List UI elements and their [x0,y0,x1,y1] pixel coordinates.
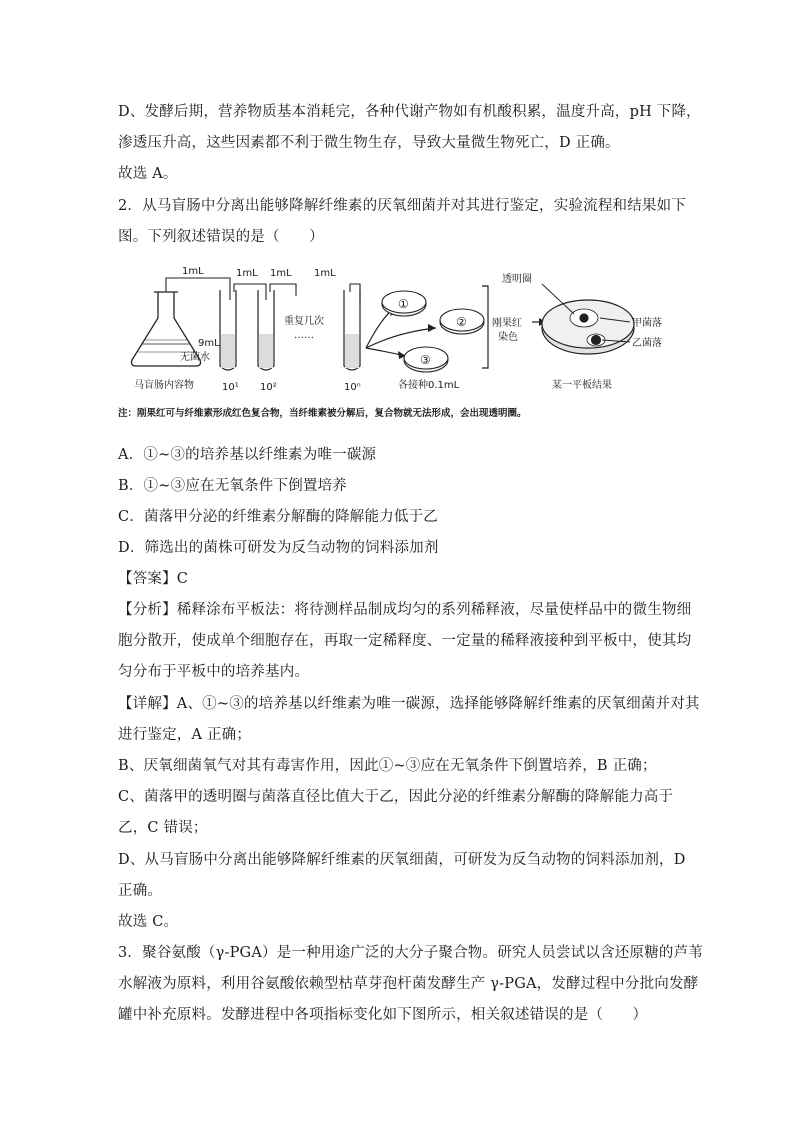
detail-line-2: 进行鉴定，A 正确； [118,727,252,743]
colony-a-label: 甲菌落 [632,318,662,329]
flask-label: 马盲肠内容物 [134,380,194,391]
dish-label-1: ① [398,297,409,311]
q3-stem-line-2: 水解液为原料，利用谷氨酸依赖型枯草芽孢杆菌发酵生产 γ-PGA，发酵过程中分批向发酵 [118,976,699,992]
dish-label-3: ③ [420,353,431,367]
water-label: 无菌水 [180,352,210,363]
tube-label-1: 10¹ [222,382,239,393]
test-tube-n [344,290,360,370]
experiment-figure [118,256,684,426]
test-tube-1 [220,290,236,370]
prev-answer-line-1: D、发酵后期，营养物质基本消耗完，各种代谢产物如有机酸积累，温度升高，pH 下降， [118,104,701,120]
detail-line-3: B、厌氧细菌氧气对其有毒害作用，因此①~③应在无氧条件下倒置培养，B 正确； [118,758,657,774]
colony-b-icon [592,336,601,345]
q2-choose-line: 故选 C。 [118,914,179,930]
detail-line-1: 【详解】A、①~③的培养基以纤维素为唯一碳源，选择能够降解纤维素的厌氧细菌并对其 [118,696,700,712]
colony-a-icon [580,314,588,322]
q2-stem-line-2: 图。下列叙述错误的是（ ） [118,229,324,245]
analysis-line-1: 【分析】稀释涂布平板法：将待测样品制成均匀的系列稀释液，尽量使样品中的微生物细 [118,602,692,618]
colony-b-label: 乙菌落 [632,338,662,349]
halo-label: 透明圈 [502,274,532,285]
dish-label-2: ② [456,315,467,329]
analysis-line-2: 胞分散开，使成单个细胞存在，再取一定稀释度、一定量的稀释液接种到平板中，使其均 [118,633,692,649]
transfer-label-3: 1mL [270,268,292,279]
answer-line: 【答案】C [118,571,189,587]
prev-choose-line: 故选 A。 [118,166,178,182]
transfer-label-2: 1mL [236,268,258,279]
option-c: C．菌落甲分泌的纤维素分解酶的降解能力低于乙 [118,509,438,525]
transfer-label-1: 1mL [182,266,204,277]
tube-label-n: 10ⁿ [344,382,361,393]
analysis-line-3: 匀分布于平板中的培养基内。 [118,664,310,680]
option-d: D．筛选出的菌株可研发为反刍动物的饲料添加剂 [118,540,439,556]
test-tube-2 [258,290,274,370]
stain-label-2: 染色 [498,332,518,343]
detail-line-5: 乙，C 错误； [118,820,208,836]
inoculate-label: 各接种0.1mL [398,380,460,391]
water-volume-label: 9mL [198,338,220,349]
q2-stem-line-1: 2．从马盲肠中分离出能够降解纤维素的厌氧细菌并对其进行鉴定，实验流程和结果如下 [118,198,687,214]
detail-line-7: 正确。 [118,883,163,899]
option-b: B．①~③应在无氧条件下倒置培养 [118,478,348,494]
bracket-icon [482,286,488,368]
figure-note: 注：刚果红可与纤维素形成红色复合物，当纤维素被分解后，复合物就无法形成，会出现透明圈。 [118,408,527,419]
transfer-label-4: 1mL [314,268,336,279]
transfer-arrows [166,278,360,300]
repeat-dots: …… [294,330,314,341]
prev-answer-line-2: 渗透压升高，这些因素都不利于微生物生存，导致大量微生物死亡，D 正确。 [118,135,620,151]
plate-result-label: 某一平板结果 [552,380,612,391]
repeat-label: 重复几次 [284,316,324,327]
stain-label-1: 刚果红 [492,318,522,329]
result-plate [542,300,634,354]
experiment-diagram [118,256,684,426]
q3-stem-line-1: 3．聚谷氨酸（γ-PGA）是一种用途广泛的大分子聚合物。研究人员尝试以含还原糖的芦苇 [118,945,703,961]
q3-stem-line-3: 罐中补充原料。发酵进程中各项指标变化如下图所示，相关叙述错误的是（ ） [118,1007,648,1023]
option-a: A．①~③的培养基以纤维素为唯一碳源 [118,447,377,463]
detail-line-4: C、菌落甲的透明圈与菌落直径比值大于乙，因此分泌的纤维素分解酶的降解能力高于 [118,789,674,805]
tube-label-2: 10² [260,382,277,393]
detail-line-6: D、从马盲肠中分离出能够降解纤维素的厌氧细菌，可研发为反刍动物的饲料添加剂，D [118,852,686,868]
